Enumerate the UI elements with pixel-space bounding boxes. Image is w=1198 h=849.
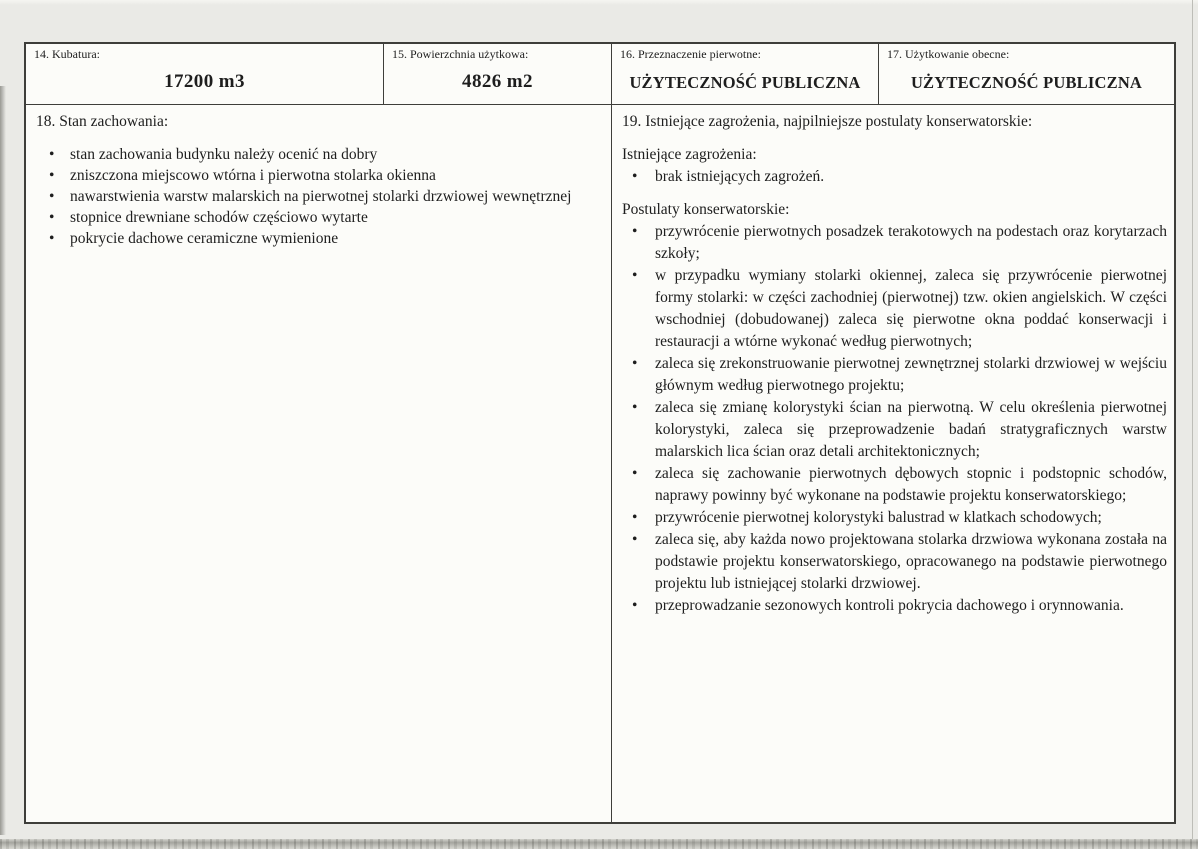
bullet-item: • stan zachowania budynku należy ocenić na dobry (36, 144, 602, 165)
bullet-item: • w przypadku wymiany stolarki okiennej, zaleca się przywrócenie pierwotnej formy stolarki: w części zachodniej (pierwotnej) tzw. okien angielskich. W części wschodniej (dobudowanej) zaleca się pierwotne okna poddać konserwacji i restauracji a wtórne wykonać według pierwotnych; (622, 265, 1167, 353)
postulates-bullet-list (622, 221, 1167, 617)
bullet-item: • zniszczona miejscowo wtórna i pierwotna stolarka okienna (36, 165, 602, 186)
section-zagrozenia-postulaty (612, 105, 1174, 822)
field-przeznaczenie-pierwotne (612, 44, 879, 105)
field-label: 17. Użytkowanie obecne: (887, 47, 1010, 61)
bullet-item: • nawarstwienia warstw malarskich na pierwotnej stolarki drzwiowej wewnętrznej (36, 186, 602, 207)
field-uzytkowanie-obecne (879, 44, 1174, 105)
bullet-item: • brak istniejących zagrożeń. (622, 166, 1167, 188)
field-powierzchnia-uzytkowa (384, 44, 612, 105)
spacer (36, 132, 602, 144)
threats-bullet-list (622, 166, 1167, 188)
bullet-item: • zaleca się zrekonstruowanie pierwotnej zewnętrznej stolarki drzwiowej w wejściu głównym według pierwotnego projektu; (622, 353, 1167, 397)
bullet-item: • zaleca się zachowanie pierwotnych dębowych stopnic i podstopnic schodów, naprawy powinny być wykonane na podstawie projektu konserwatorskiego; (622, 463, 1167, 507)
field-label: 15. Powierzchnia użytkowa: (392, 47, 529, 61)
scan-right-paper-edge (1192, 0, 1193, 839)
field-value: 17200 m3 (164, 71, 245, 92)
bullet-item: • pokrycie dachowe ceramiczne wymienione (36, 228, 602, 249)
scan-bottom-edge (0, 839, 1198, 849)
bullet-item: • przeprowadzanie sezonowych kontroli pokrycia dachowego i orynnowania. (622, 595, 1167, 617)
heritage-record-form-table (24, 42, 1176, 824)
postulates-heading: Postulaty konserwatorskie: (622, 201, 790, 218)
scan-top-edge (0, 0, 1198, 5)
bullet-item: • zaleca się, aby każda nowo projektowana stolarka drzwiowa wykonana została na podstawie projektu konserwatorskiego, opracowanego na podstawie pierwotnego projektu lub istniejącej stolarki drzwiowej. (622, 529, 1167, 595)
section-title: 19. Istniejące zagrożenia, najpilniejsze postulaty konserwatorskie: (622, 113, 1033, 130)
bullet-item: • stopnice drewniane schodów częściowo wytarte (36, 207, 602, 228)
threats-heading: Istniejące zagrożenia: (622, 146, 757, 163)
field-label: 14. Kubatura: (34, 47, 100, 61)
section-title: 18. Stan zachowania: (36, 113, 169, 130)
section-stan-zachowania (26, 105, 612, 822)
field-value: UŻYTECZNOŚĆ PUBLICZNA (910, 73, 1143, 92)
field-value: 4826 m2 (462, 71, 533, 92)
field-kubatura (26, 44, 384, 105)
bullet-item: • zaleca się zmianę kolorystyki ścian na pierwotną. W celu określenia pierwotnej kolorystyki, zaleca się przeprowadzenie badań stratygraficznych warstw malarskich lica ścian oraz detali architektonicznych; (622, 397, 1167, 463)
bullet-item: • przywrócenie pierwotnej kolorystyki balustrad w klatkach schodowych; (622, 507, 1167, 529)
spacer (622, 133, 1167, 144)
spacer (622, 188, 1167, 199)
field-value: UŻYTECZNOŚĆ PUBLICZNA (629, 73, 861, 92)
scan-left-edge-shadow (0, 86, 6, 835)
bullet-item: • przywrócenie pierwotnych posadzek terakotowych na podestach oraz korytarzach szkoły; (622, 221, 1167, 265)
stan-zachowania-bullet-list (36, 144, 602, 249)
field-label: 16. Przeznaczenie pierwotne: (620, 47, 761, 61)
